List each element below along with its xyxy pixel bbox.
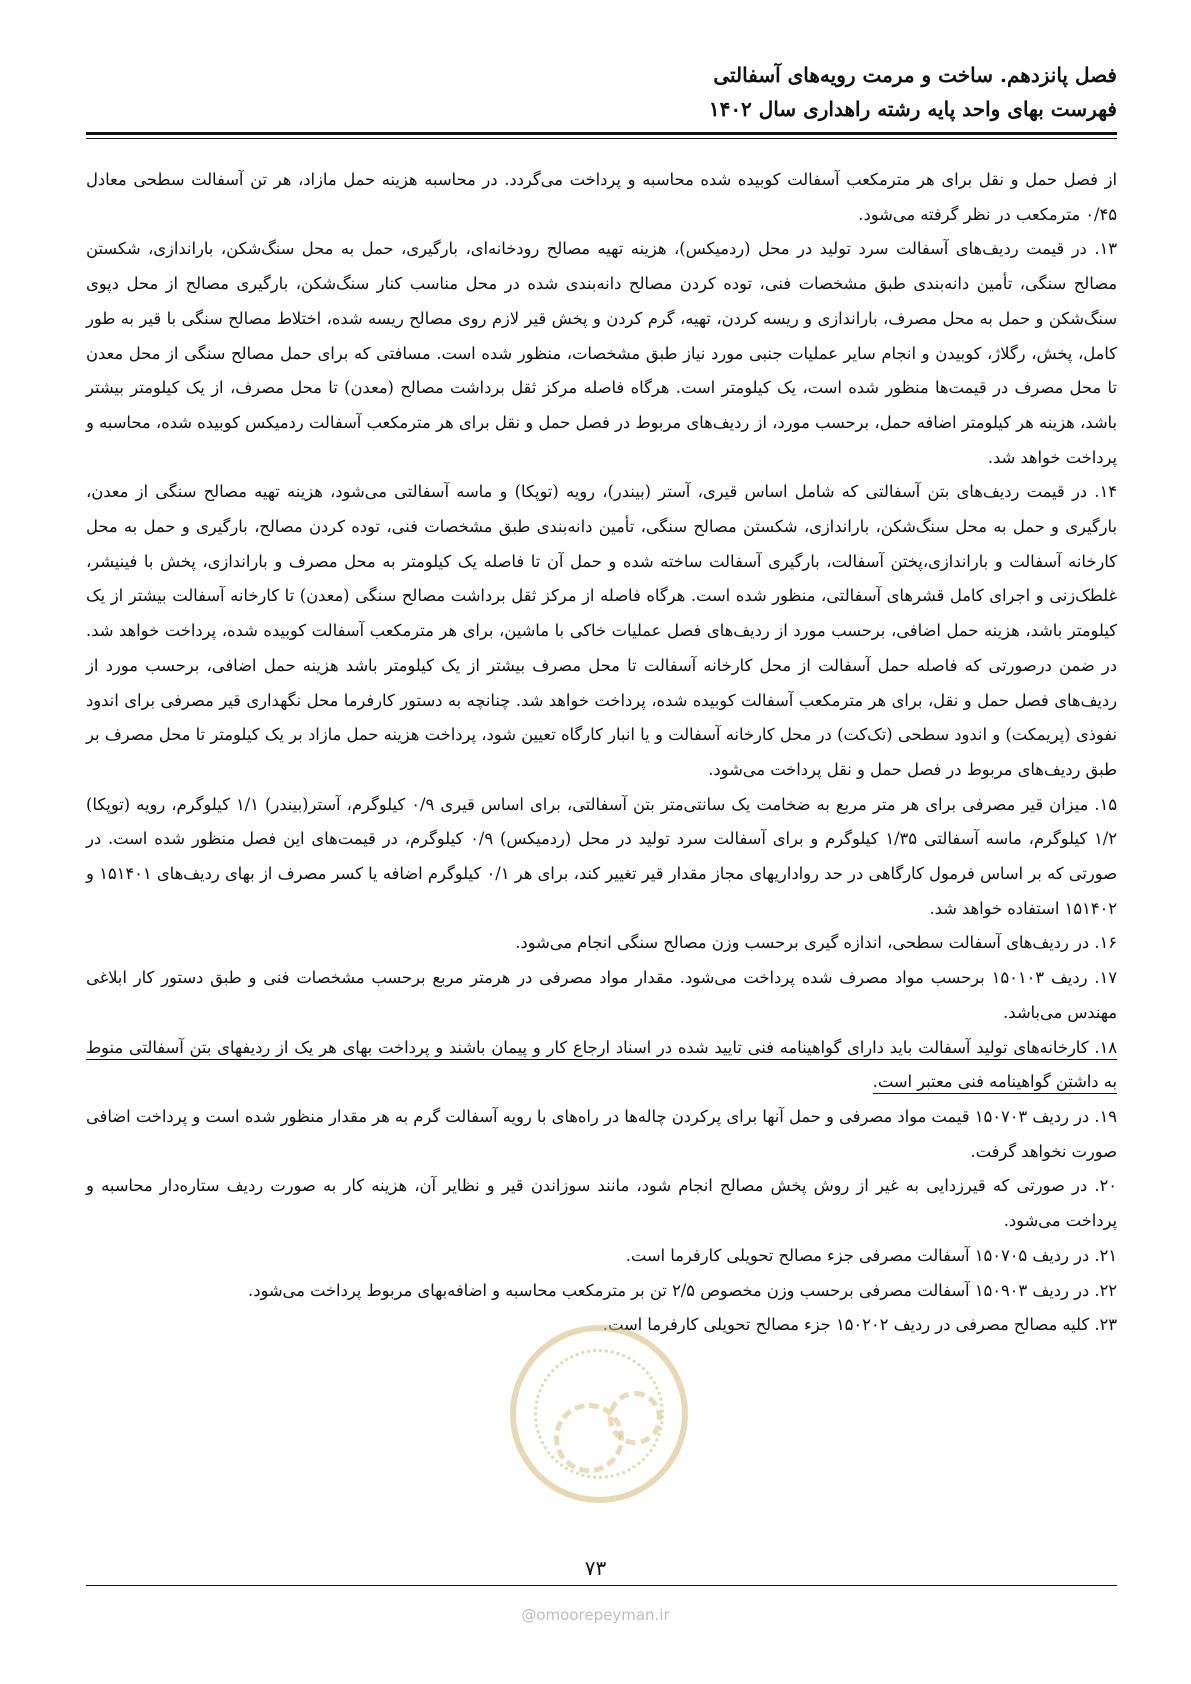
paragraph-18 [86, 1031, 1117, 1100]
header-divider-thick [86, 132, 1117, 135]
document-body [86, 163, 1117, 1343]
paragraph-20: ۲۰. در صورتی که قیرزدایی به غیر از روش پخش مصالح انجام شود، مانند سوزاندن قیر و نظایر آن، هزینه کار به صورت ردیف ستاره‌دار محاسبه و پرداخت می‌شود. [86, 1176, 1117, 1231]
paragraph-22: ۲۲. در ردیف ۱۵۰۹۰۳ آسفالت مصرفی برحسب وزن مخصوص ۲/۵ تن بر مترمکعب محاسبه و اضافه‌بهای مربوط پرداخت می‌شود. [248, 1280, 1117, 1300]
footer-divider [86, 1585, 1117, 1586]
paragraph-13: ۱۳. در قیمت ردیف‌های آسفالت سرد تولید در محل (ردمیکس)، هزینه تهیه مصالح رودخانه‌ای، بارگیری، حمل به محل سنگ‌شکن، باراندازی، شکستن مصالح سنگی، تأمین دانه‌بندی طبق مشخصات فنی، توده کردن مصالح دانه‌بندی شده در محل مناسب کنار سنگ‌شکن، بارگیری مصالح از محل دپوی سنگ‌شکن و حمل به محل مصرف، باراندازی و ریسه کردن، تهیه، گرم کردن و پخش قیر لازم روی مصالح ریسه شده، اختلاط مصالح سنگی با قیر به طور کامل، پخش، رگلاژ، کوبیدن و انجام سایر عملیات جنبی مورد نیاز طبق مشخصات، منظور شده است. مسافتی که برای حمل مصالح سنگی از محل معدن تا محل مصرف در قیمت‌ها منظور شده است، یک کیلومتر است. هرگاه فاصله مرکز ثقل برداشت مصالح (معدن) تا محل مصرف، از یک کیلومتر بیشتر باشد، هزینه هر کیلومتر اضافه حمل، برحسب مورد، از ردیف‌های مربوط در فصل حمل و نقل برای هر مترمکعب آسفالت ردمیکس کوبیده شده، محاسبه و پرداخت خواهد شد. [86, 239, 1117, 467]
paragraph-21: ۲۱. در ردیف ۱۵۰۷۰۵ آسفالت مصرفی جزء مصالح تحویلی کارفرما است. [625, 1245, 1117, 1265]
paragraph-15: ۱۵. میزان قیر مصرفی برای هر متر مربع به ضخامت یک سانتی‌متر بتن آسفالتی، برای اساس قیری ۰/۹ کیلوگرم، آستر(بیندر) ۱/۱ کیلوگرم، رویه (توپکا) ۱/۲ کیلوگرم، ماسه آسفالتی ۱/۳۵ کیلوگرم و برای آسفالت سرد تولید در محل (ردمیکس) ۰/۹ کیلوگرم، در قیمت‌های این فصل منظور شده است. در صورتی که بر اساس فرمول کارگاهی در حد رواداریهای مجاز مقدار قیر تغییر کند، برای هر ۰/۱ کیلوگرم اضافه یا کسر مصرف از بهای ردیف‌های ۱۵۱۴۰۱ و ۱۵۱۴۰۲ استفاده خواهد شد. [86, 794, 1118, 918]
watermark-seal-icon [510, 1325, 688, 1503]
page-number: ۷۳ [584, 1556, 607, 1580]
page-header [86, 58, 1117, 126]
paragraph-17: ۱۷. ردیف ۱۵۰۱۰۳ برحسب مواد مصرف شده پرداخت می‌شود. مقدار مواد مصرفی در هرمتر مربع برحسب مشخصات فنی و طبق دستور کار ابلاغی مهندس می‌باشد. [86, 968, 1117, 1022]
paragraph-19: ۱۹. در ردیف ۱۵۰۷۰۳ قیمت مواد مصرفی و حمل آنها برای پرکردن چاله‌ها در راه‌های با رویه آسفالت گرم به هر مقدار منظور شده است و پرداخت اضافی صورت نخواهد گرفت. [85, 1106, 1117, 1161]
gear-icon-small [608, 1391, 662, 1445]
paragraph-23: ۲۳. کلیه مصالح مصرفی در ردیف ۱۵۰۲۰۲ جزء مصالح تحویلی کارفرما است. [602, 1315, 1117, 1335]
document-subtitle: فهرست بهای واحد پایه رشته راهداری سال ۱۴۰۲ [708, 97, 1117, 121]
paragraph-14: ۱۴. در قیمت ردیف‌های بتن آسفالتی که شامل اساس قیری، آستر (بیندر)، رویه (توپکا) و ماسه آسفالتی می‌شود، هزینه تهیه مصالح سنگی از معدن، بارگیری و حمل به محل سنگ‌شکن، باراندازی، شکستن مصالح سنگی، تأمین دانه‌بندی طبق مشخصات فنی، توده کردن مصالح، بارگیری و حمل به محل کارخانه آسفالت و باراندازی،پختن آسفالت، بارگیری آسفالت ساخته شده و حمل آن تا فاصله یک کیلومتر به محل مصرف و باراندازی، پخش با فینیشر، غلطک‌زنی و اجرای کامل قشرهای آسفالتی، منظور شده است. هرگاه فاصله از مرکز ثقل برداشت مصالح سنگی (معدن) تا کارخانه آسفالت بیشتر از یک کیلومتر باشد، هزینه حمل اضافی، برحسب مورد از ردیف‌های فصل عملیات خاکی با ماشین، برای هر مترمکعب آسفالت کوبیده شده، پرداخت خواهد شد. در ضمن درصورتی که فاصله حمل آسفالت از محل کارخانه آسفالت تا محل مصرف بیشتر از یک کیلومتر باشد هزینه حمل اضافی، برحسب مورد از ردیف‌های فصل حمل و نقل، برای هر مترمکعب آسفالت کوبیده شده، پرداخت خواهد شد. چنانچه به دستور کارفرما محل نگهداری قیر مصرفی برای اندود نفوذی (پریمکت) و اندود سطحی (تک‌کت) در محل کارخانه آسفالت و یا انبار کارگاه تعیین شود، پرداخت هزینه حمل مازاد بر یک کیلومتر تا محل مصرف بر طبق ردیف‌های مربوط در فصل حمل و نقل پرداخت می‌شود. [86, 482, 1117, 779]
paragraph-18-text: ۱۸. کارخانه‌های تولید آسفالت باید دارای گواهینامه فنی تایید شده در اسناد ارجاع کار و پیمان باشند و پرداخت بهای هر یک از ردیفهای بتن آسفالتی منوط به داشتن گواهینامه فنی معتبر است. [86, 1038, 1117, 1095]
paragraph-16: ۱۶. در ردیف‌های آسفالت سطحی، اندازه گیری برحسب وزن مصالح سنگی انجام می‌شود. [515, 933, 1117, 953]
header-divider-thin [86, 138, 1117, 139]
site-watermark: @omoorepeyman.ir [521, 1606, 670, 1624]
chapter-title: فصل پانزدهم. ساخت و مرمت رویه‌های آسفالتی [713, 63, 1117, 87]
paragraph-continuation: از فصل حمل و نقل برای هر مترمکعب آسفالت کوبیده شده محاسبه و پرداخت می‌گردد. در محاسبه هزینه حمل مازاد، هر تن آسفالت سطحی معادل ۰/۴۵ مترمکعب در نظر گرفته می‌شود. [86, 170, 1117, 224]
